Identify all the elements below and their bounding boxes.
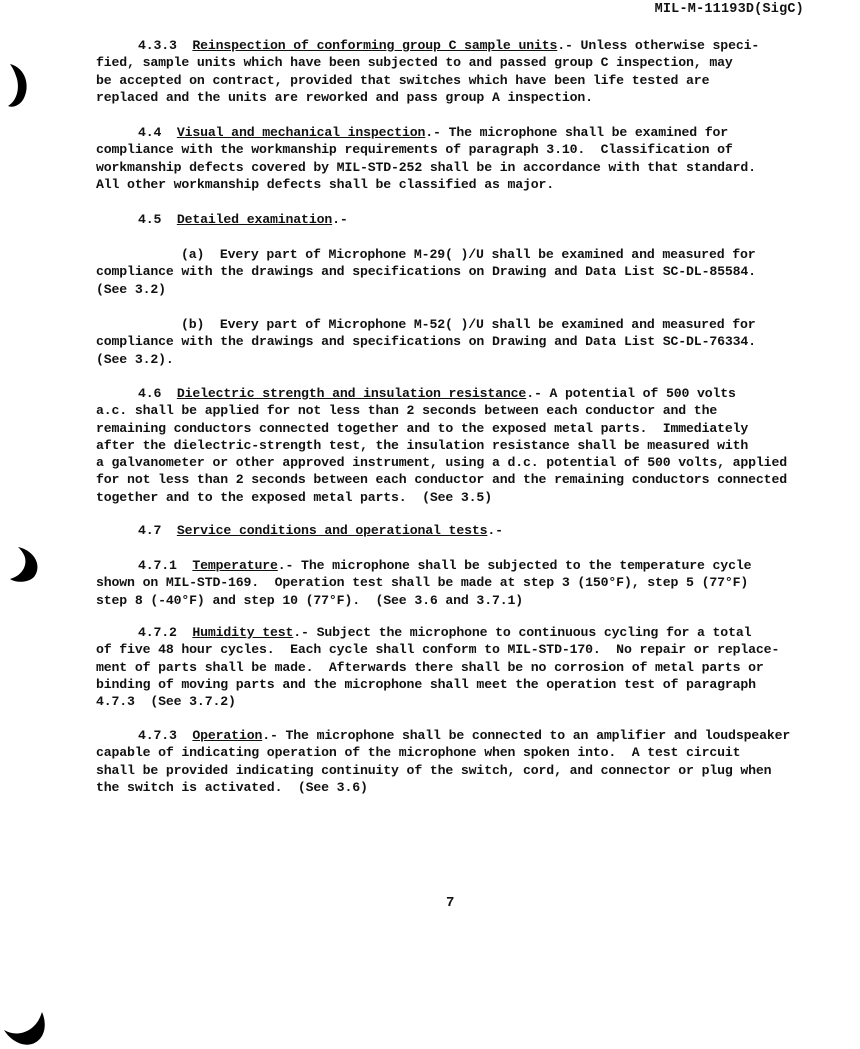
section-4-5-a (96, 246, 856, 298)
paragraph-line: step 8 (-40°F) and step 10 (77°F). (See 3.6 and 3.7.1) (96, 592, 524, 608)
paragraph-line: compliance with the workmanship requirements of paragraph 3.10. Classification of (96, 142, 733, 158)
section-title: Dielectric strength and insulation resistance (176, 386, 527, 401)
section-4-7-3 (96, 727, 856, 796)
paragraph-line: for not less than 2 seconds between each conductor and the remaining conductors connected (96, 472, 787, 488)
paragraph-line: workmanship defects covered by MIL-STD-252 shall be in accordance with that standard. (96, 159, 756, 175)
paragraph-line: shown on MIL-STD-169. Operation test shall be made at step 3 (150°F), step 5 (77°F) (96, 575, 749, 591)
paragraph-line: remaining conductors connected together and to the exposed metal parts. Immediately (96, 420, 749, 436)
section-number: 4.5 (138, 212, 162, 227)
paragraph-line: (a) Every part of Microphone M-29( )/U shall be examined and measured for (181, 247, 756, 262)
section-4-7-1 (96, 557, 856, 609)
paragraph-line: 4.7.2 Humidity test.- Subject the microphone to continuous cycling for a total (138, 625, 752, 640)
paragraph-line: compliance with the drawings and specifications on Drawing and Data List SC-DL-85584. (96, 264, 756, 280)
paragraph-line: a galvanometer or other approved instrument, using a d.c. potential of 500 volts, applied (96, 455, 787, 471)
section-number: 4.7 (138, 523, 162, 538)
paragraph-line: shall be provided indicating continuity of the switch, cord, and connector or plug when (96, 762, 772, 778)
paragraph-line: ment of parts shall be made. Afterwards there shall be no corrosion of metal parts or (96, 659, 764, 675)
punch-hole-mark (4, 60, 32, 110)
section-title: Temperature (192, 558, 278, 573)
paragraph-line: binding of moving parts and the microphone shall meet the operation test of paragraph (96, 676, 756, 692)
section-title: Operation (192, 728, 263, 743)
paragraph-line: 4.7 Service conditions and operational tests.- (138, 523, 503, 538)
section-number: 4.6 (138, 386, 162, 401)
section-number: 4.4 (138, 125, 162, 140)
section-number: 4.7.1 (138, 558, 177, 573)
punch-hole-mark (4, 545, 44, 585)
section-4-7-2 (96, 624, 856, 710)
section-title: Reinspection of conforming group C sample units (192, 38, 558, 53)
paragraph-line: (b) Every part of Microphone M-52( )/U shall be examined and measured for (181, 317, 756, 332)
section-title: Service conditions and operational tests (176, 523, 488, 538)
paragraph-line: 4.5 Detailed examination.- (138, 212, 348, 227)
paragraph-line: All other workmanship defects shall be classified as major. (96, 176, 555, 192)
section-4-5 (96, 211, 856, 228)
paragraph-line: capable of indicating operation of the microphone when spoken into. A test circuit (96, 745, 741, 761)
paragraph-line: a.c. shall be applied for not less than 2 seconds between each conductor and the (96, 403, 718, 419)
section-number: 4.3.3 (138, 38, 177, 53)
paragraph-line: 4.7.1 Temperature.- The microphone shall be subjected to the temperature cycle (138, 558, 752, 573)
section-title: Visual and mechanical inspection (176, 125, 426, 140)
paragraph-line: 4.7.3 (See 3.7.2) (96, 694, 236, 710)
section-number: 4.7.2 (138, 625, 177, 640)
punch-hole-mark (2, 1010, 48, 1049)
paragraph-line: 4.3.3 Reinspection of conforming group C sample units.- Unless otherwise speci- (138, 38, 760, 53)
document-id: MIL-M-11193D(SigC) (654, 2, 804, 17)
paragraph-line: 4.6 Dielectric strength and insulation resistance.- A potential of 500 volts (138, 386, 736, 401)
section-title: Humidity test (192, 625, 294, 640)
section-4-7 (96, 522, 856, 539)
section-4-4 (96, 124, 856, 193)
item-label: (a) (181, 247, 205, 262)
paragraph-line: 4.4 Visual and mechanical inspection.- The microphone shall be examined for (138, 125, 729, 140)
item-label: (b) (181, 317, 205, 332)
section-title: Detailed examination (176, 212, 333, 227)
paragraph-line: 4.7.3 Operation.- The microphone shall be connected to an amplifier and loudspeaker (138, 728, 791, 743)
paragraph-line: (See 3.2). (96, 351, 174, 367)
paragraph-line: together and to the exposed metal parts. (See 3.5) (96, 489, 492, 505)
section-number: 4.7.3 (138, 728, 177, 743)
paragraph-line: the switch is activated. (See 3.6) (96, 779, 368, 795)
paragraph-line: (See 3.2) (96, 281, 166, 297)
paragraph-line: after the dielectric-strength test, the insulation resistance shall be measured with (96, 437, 749, 453)
paragraph-line: compliance with the drawings and specifications on Drawing and Data List SC-DL-76334. (96, 334, 756, 350)
paragraph-line: be accepted on contract, provided that switches which have been life tested are (96, 72, 710, 88)
paragraph-line: fied, sample units which have been subjected to and passed group C inspection, may (96, 55, 733, 71)
section-4-6 (96, 385, 856, 506)
paragraph-line: replaced and the units are reworked and pass group A inspection. (96, 89, 593, 105)
section-4-5-b (96, 316, 856, 368)
page-number: 7 (446, 895, 455, 911)
paragraph-line: of five 48 hour cycles. Each cycle shall conform to MIL-STD-170. No repair or replace- (96, 642, 780, 658)
section-4-3-3 (96, 37, 856, 106)
